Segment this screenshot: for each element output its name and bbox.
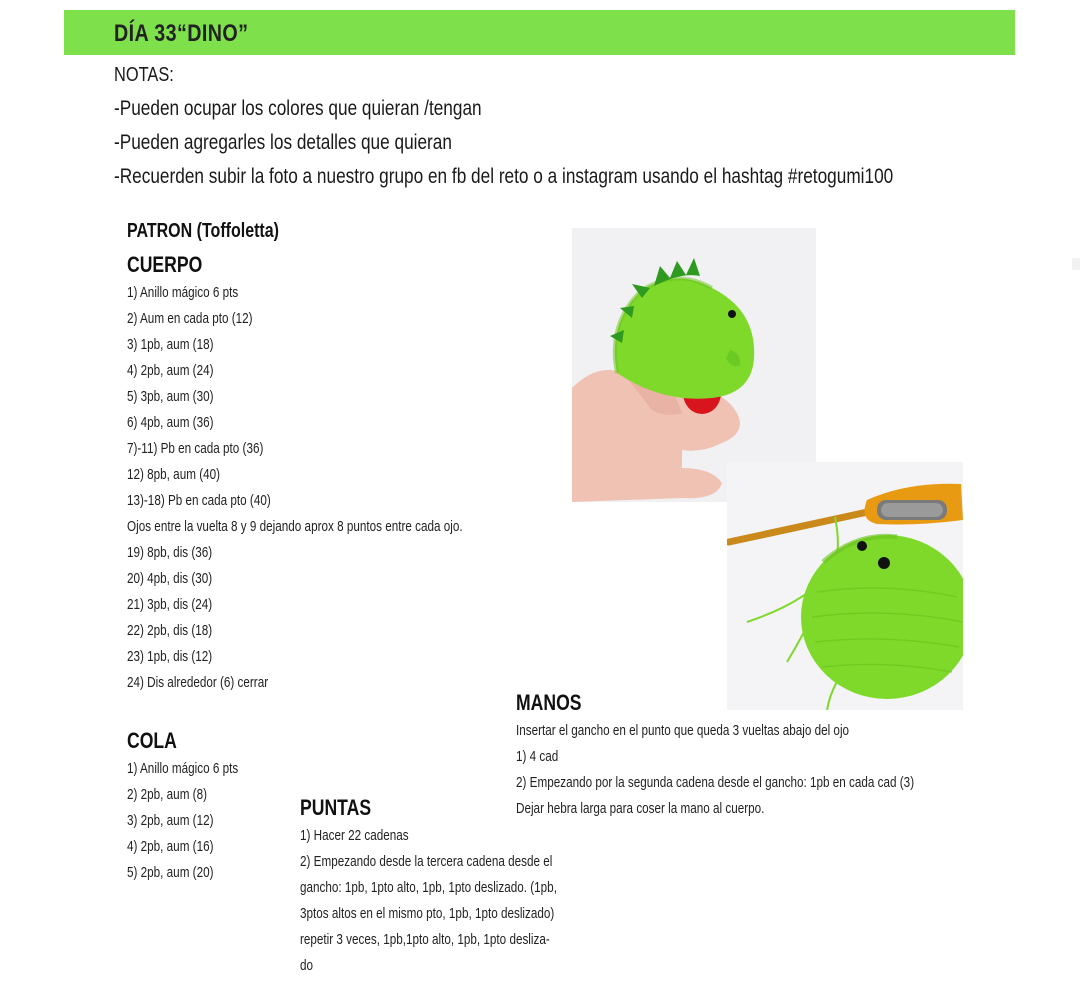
list-item: 5) 3pb, aum (30) [127, 388, 214, 405]
list-item: 22) 2pb, dis (18) [127, 622, 213, 639]
manos-steps [516, 718, 1026, 822]
cola-steps [127, 756, 270, 886]
list-item: 12) 8pb, aum (40) [127, 466, 221, 483]
list-item: 20) 4pb, dis (30) [127, 570, 213, 587]
list-item: 1) 4 cad [516, 748, 559, 765]
list-item: Insertar el gancho en el punto que queda 3 vueltas abajo del ojo [516, 722, 850, 739]
title-bar [64, 10, 1015, 55]
list-item: 2) Aum en cada pto (12) [127, 310, 253, 327]
notes-section [114, 62, 1064, 194]
note-line: -Pueden ocupar los colores que quieran /tengan [114, 97, 482, 120]
list-item: 13)-18) Pb en cada pto (40) [127, 492, 271, 509]
list-item: 3ptos altos en el mismo pto, 1pb, 1pto deslizado) [300, 905, 555, 922]
list-item: 4) 2pb, aum (24) [127, 362, 214, 379]
list-item: 23) 1pb, dis (12) [127, 648, 213, 665]
list-item: gancho: 1pb, 1pto alto, 1pb, 1pto deslizado. (1pb, [300, 879, 557, 896]
page-title: DÍA 33“DINO” [114, 20, 249, 47]
list-item: 1) Anillo mágico 6 pts [127, 284, 239, 301]
note-line: -Recuerden subir la foto a nuestro grupo en fb del reto o a instagram usando el hashtag #retogumi100 [114, 165, 894, 188]
list-item: repetir 3 veces, 1pb,1pto alto, 1pb, 1pto desliza- [300, 931, 550, 948]
list-item: 6) 4pb, aum (36) [127, 414, 214, 431]
cuerpo-title: CUERPO [127, 252, 203, 277]
puntas-steps [300, 823, 629, 979]
list-item: 2) 2pb, aum (8) [127, 786, 207, 803]
manos-title: MANOS [516, 690, 582, 715]
list-item: 4) 2pb, aum (16) [127, 838, 214, 855]
list-item: Ojos entre la vuelta 8 y 9 dejando aprox 8 puntos entre cada ojo. [127, 518, 463, 535]
notes-heading: NOTAS: [114, 64, 174, 86]
list-item: 21) 3pb, dis (24) [127, 596, 213, 613]
cuerpo-steps [127, 280, 557, 696]
list-item: 24) Dis alrededor (6) cerrar [127, 674, 269, 691]
list-item: 1) Hacer 22 cadenas [300, 827, 409, 844]
list-item: 2) Empezando por la segunda cadena desde el gancho: 1pb en cada cad (3) [516, 774, 915, 791]
list-item: 19) 8pb, dis (36) [127, 544, 213, 561]
scroll-indicator [1072, 258, 1080, 270]
list-item: 3) 2pb, aum (12) [127, 812, 214, 829]
dino-finger-photo [572, 228, 816, 502]
cola-title: COLA [127, 728, 177, 753]
patron-title: PATRON (Toffoletta) [127, 220, 279, 242]
list-item: Dejar hebra larga para coser la mano al cuerpo. [516, 800, 765, 817]
list-item: 7)-11) Pb en cada pto (36) [127, 440, 264, 457]
list-item: 3) 1pb, aum (18) [127, 336, 214, 353]
list-item: 1) Anillo mágico 6 pts [127, 760, 239, 777]
note-line: -Pueden agregarles los detalles que quieran [114, 131, 452, 154]
list-item: do [300, 957, 314, 974]
puntas-title: PUNTAS [300, 795, 372, 820]
dino-hook-photo [727, 462, 963, 710]
list-item: 5) 2pb, aum (20) [127, 864, 214, 881]
list-item: 2) Empezando desde la tercera cadena desde el [300, 853, 553, 870]
